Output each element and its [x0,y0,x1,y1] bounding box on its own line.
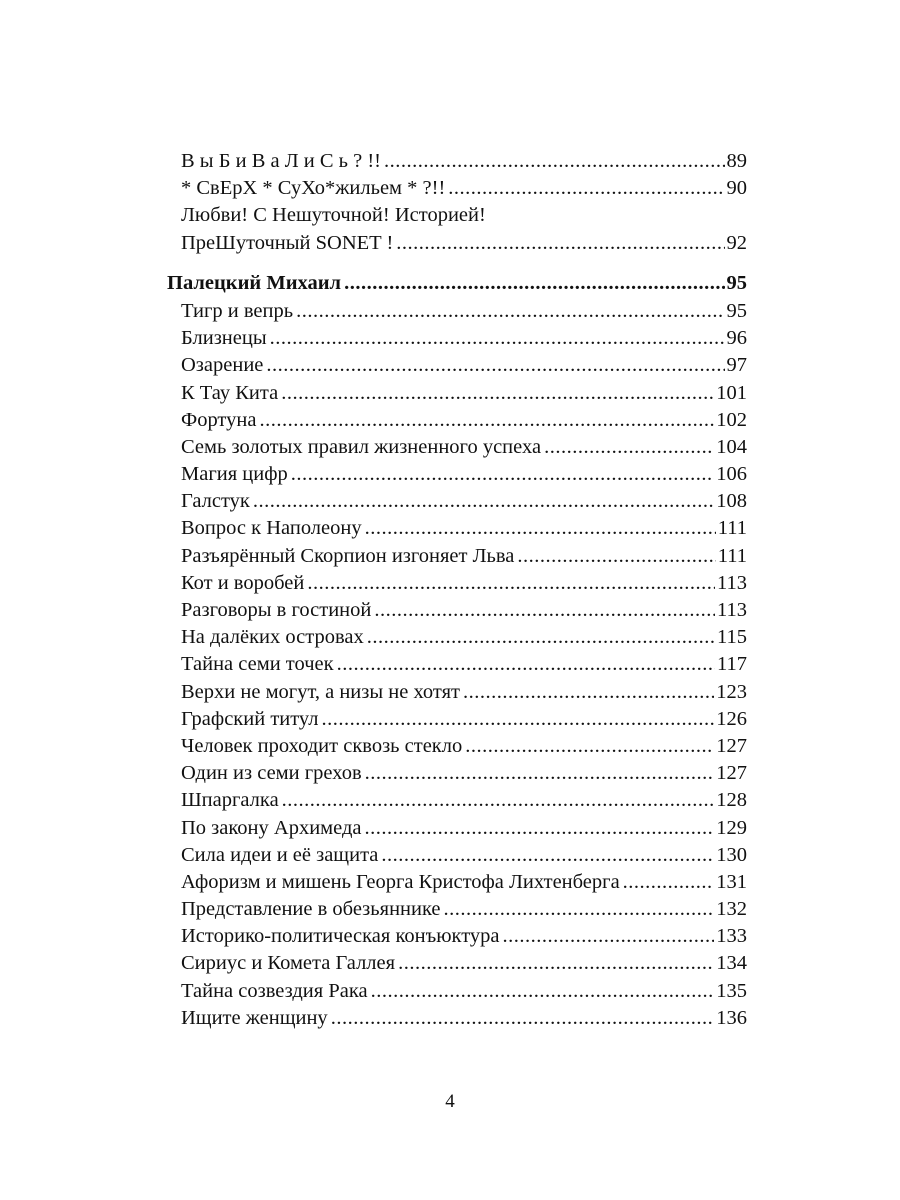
toc-entry[interactable] [167,950,747,977]
toc-entry-title: ПреШуточный SONET ! [181,231,394,254]
table-of-contents [167,148,747,1032]
dot-leader [365,515,716,542]
toc-entry-page: 131 [716,870,747,893]
toc-entry-title: Тайна семи точек [181,653,334,676]
toc-entry[interactable] [167,842,747,869]
toc-entry-page: 133 [716,925,747,948]
toc-entry[interactable] [167,407,747,434]
toc-entry[interactable] [167,515,747,542]
toc-entry-title: Фортуна [181,408,257,431]
toc-entry-title: Разъярённый Скорпион изгоняет Льва [181,544,515,567]
dot-leader [623,869,715,896]
toc-entry[interactable] [167,651,747,678]
dot-leader [307,570,715,597]
dot-leader [465,733,714,760]
toc-entry[interactable] [167,461,747,488]
toc-entry-title: Вопрос к Наполеону [181,517,362,540]
dot-leader [281,380,714,407]
toc-entry-title: Шпаргалка [181,789,279,812]
toc-entry-title: Разговоры в гостиной [181,599,372,621]
dot-leader [544,434,714,461]
toc-entry-page: 126 [716,707,747,730]
toc-entry-title: На далёких островах [181,626,364,649]
dot-leader [344,270,724,297]
toc-entry-title: Озарение [181,354,264,377]
dot-leader [396,230,724,257]
toc-entry-title: Сириус и Комета Галлея [181,952,396,975]
toc-entry-title: Магия цифр [181,463,288,486]
toc-entry-page: 130 [716,843,747,866]
dot-leader [365,815,715,842]
dot-leader [503,923,715,950]
toc-entry-title: Афоризм и мишень Георга Кристофа Лихтенберга [181,870,620,893]
dot-leader [365,760,715,787]
toc-entry-page: 128 [716,789,747,812]
toc-entry-page: 95 [726,299,747,322]
toc-entry[interactable] [167,706,747,733]
dot-leader [266,352,724,379]
toc-entry-page: 101 [716,381,747,404]
toc-entry-title: Сила идеи и её защита [181,843,379,866]
toc-entry-title: Семь золотых правил жизненного успеха [181,435,542,458]
toc-entry-page: 111 [717,544,747,567]
toc-entry[interactable] [167,787,747,814]
dot-leader [322,706,715,733]
toc-entry-title: Близнецы [181,327,267,350]
toc-entry-title: Любви! С Нешуточной! Историей! [181,204,486,227]
dot-leader [296,298,724,325]
dot-leader [381,842,714,869]
toc-entry[interactable] [167,352,747,379]
dot-leader [384,148,725,175]
toc-entry-page: 135 [716,979,747,1002]
toc-entry[interactable] [167,733,747,760]
toc-entry-title: Графский титул [181,707,319,730]
toc-entry-page: 115 [717,626,747,649]
toc-entry-page: 106 [716,463,747,486]
dot-leader [371,978,715,1005]
toc-entry[interactable] [167,978,747,1005]
dot-leader [463,679,714,706]
dot-leader [444,896,715,923]
toc-entry[interactable] [167,230,747,257]
toc-entry-page: 123 [716,680,747,703]
toc-entry-page: 102 [716,408,747,431]
toc-entry-page: 134 [716,952,747,975]
toc-entry-page: 117 [717,653,747,676]
toc-entry-page: 111 [717,517,747,540]
toc-entry[interactable] [167,896,747,923]
toc-entry[interactable] [167,624,747,651]
toc-entry-title: К Тау Кита [181,381,279,404]
toc-entry-title: * СвЕрХ * СуХо*жильем * ?!! [181,177,446,200]
toc-entry[interactable] [167,488,747,515]
dot-leader [337,651,715,678]
toc-entry-page: 89 [726,150,747,172]
dot-leader [259,407,714,434]
dot-leader [374,597,715,624]
toc-entry[interactable] [167,679,747,706]
toc-entry-page: 127 [716,734,747,757]
dot-leader [270,325,725,352]
toc-entry-title: Верхи не могут, а низы не хотят [181,680,460,703]
toc-entry-title: Человек проходит сквозь стекло [181,734,463,757]
dot-leader [517,543,715,570]
toc-entry[interactable] [167,1005,747,1032]
toc-entry-title: Тигр и вепрь [181,299,294,322]
toc-entry-page: 104 [716,435,747,458]
toc-entry-page: 113 [717,599,747,621]
toc-entry-page: 136 [716,1006,747,1029]
toc-entry[interactable] [167,597,747,624]
dot-leader [253,488,714,515]
toc-entry[interactable] [167,434,747,461]
toc-entry[interactable] [167,148,747,175]
dot-leader [367,624,715,651]
dot-leader [291,461,715,488]
toc-entry-title: По закону Архимеда [181,816,362,839]
dot-leader [282,787,715,814]
toc-entry[interactable] [167,202,747,229]
toc-entry[interactable] [167,380,747,407]
dot-leader [448,175,724,202]
toc-author-page: 95 [726,271,747,294]
toc-entry-page: 108 [716,490,747,513]
toc-entry-title: Историко-политическая конъюктура [181,925,500,948]
toc-entry-page: 113 [717,571,747,594]
toc-entry[interactable] [167,760,747,787]
toc-entry-title: Кот и воробей [181,571,305,594]
toc-entry-title: Один из семи грехов [181,762,362,785]
toc-entry[interactable] [167,543,747,570]
toc-entry[interactable] [167,325,747,352]
toc-entry-page: 97 [726,354,747,377]
toc-entry-page: 129 [716,816,747,839]
toc-entry[interactable] [167,815,747,842]
dot-leader [331,1005,715,1032]
toc-entry-title: Галстук [181,490,250,513]
toc-entry-page: 127 [716,762,747,785]
toc-entry[interactable] [167,570,747,597]
toc-entry[interactable] [167,175,747,202]
toc-author-heading[interactable] [167,270,747,297]
toc-entry[interactable] [167,923,747,950]
toc-entry-page: 132 [716,898,747,921]
toc-entry-title: Тайна созвездия Рака [181,979,368,1002]
toc-entry-page: 92 [726,231,747,254]
toc-entry-page: 90 [726,177,747,200]
toc-entry-title: Ищите женщину [181,1006,328,1029]
toc-entry[interactable] [167,298,747,325]
toc-entry[interactable] [167,869,747,896]
toc-entry-page: 96 [726,327,747,350]
dot-leader [398,950,714,977]
page-number: 4 [445,1091,455,1112]
toc-entry-title: Представление в обезьяннике [181,898,441,921]
toc-author-name: Палецкий Михаил [167,271,342,294]
toc-entry-title: В ы Б и В а Л и С ь ? !! [181,150,381,172]
